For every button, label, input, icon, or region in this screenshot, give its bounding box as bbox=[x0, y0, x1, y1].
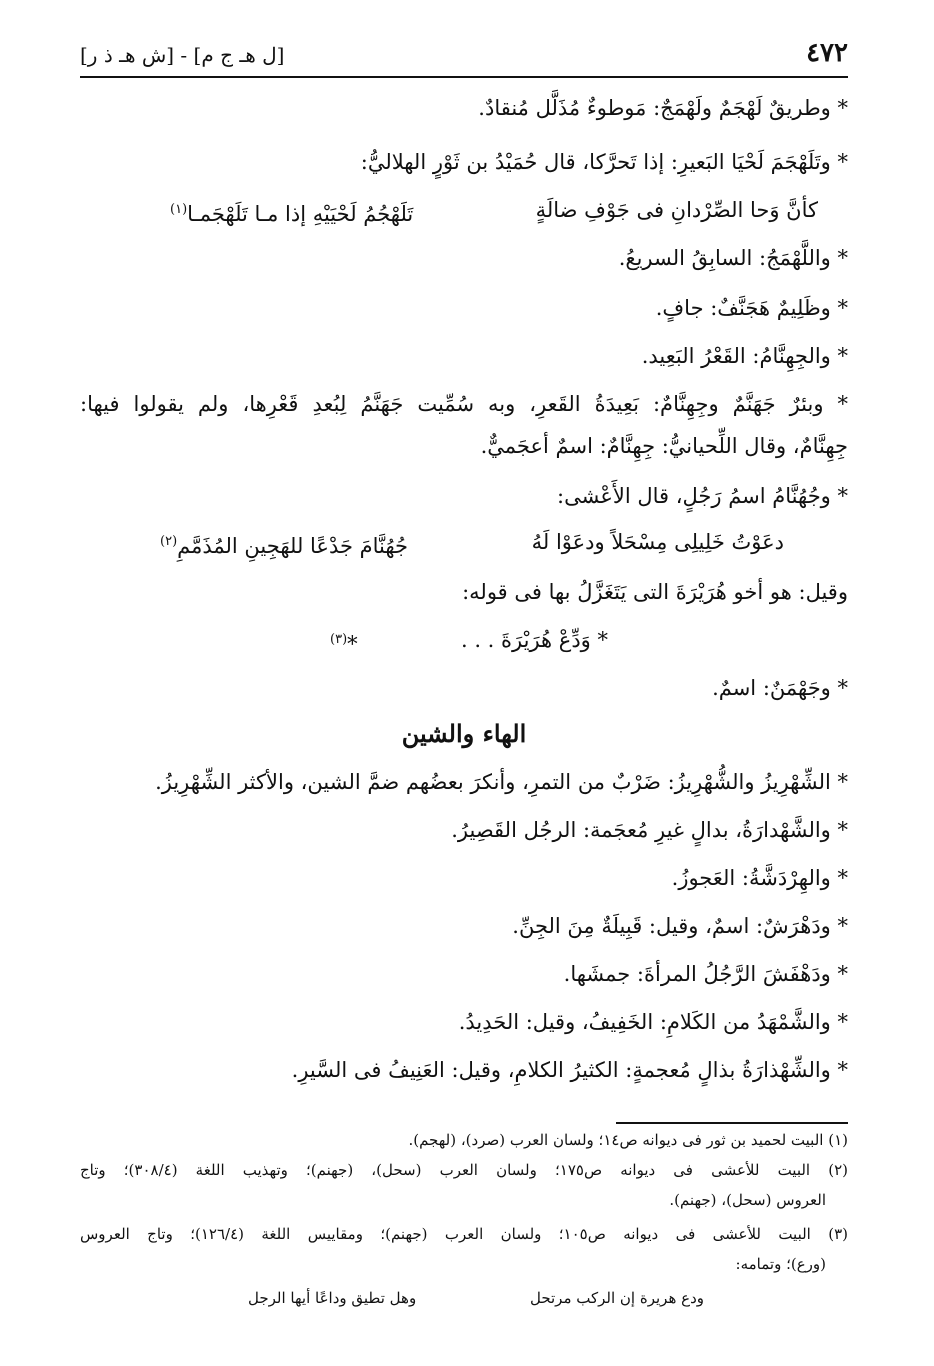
section-entry-line: * ودَهْفَشَ الرَّجُلُ المرأةَ: جمشَها. bbox=[563, 962, 848, 986]
entry-line: * وظَلِيمٌ هَجَنَّفٌ: جافٍ. bbox=[655, 296, 848, 320]
section-entry-line: * والشَّهْدارَةُ، بدالٍ غيرِ مُعجَمة: الرجُل القَصِيرُ. bbox=[451, 818, 848, 842]
root-range: [ل هـ ج م] - [ش هـ ذ ر] bbox=[80, 43, 285, 67]
section-entry-line: * والشَّمْهَدُ من الكَلامِ: الخَفِيفُ، وقيل: الحَدِيدُ. bbox=[458, 1010, 848, 1034]
entry-line: * وبئرٌ جَهَنَّمٌ وجِهِنَّامٌ: بَعِيدَةُ القَعرِ، وبه سُمِّيت جَهَنَّمُ لِبُعدِ قَعْرِها، ولم يقولوا فيها: bbox=[80, 392, 848, 416]
verse-2-second-text: جُهُنَّامَ جَدْعًا للهَجِينِ المُذَمَّمِ bbox=[177, 534, 409, 558]
footnote-separator bbox=[616, 1122, 848, 1124]
verse-1-second-hemistich bbox=[170, 194, 413, 230]
section-entry-line: * الشِّهْرِيزُ والشُّهْرِيزُ: ضَرْبٌ من التمرِ، وأنكرَ بعضُهم ضمَّ الشين، والأكثر الشِّهْرِيزُ. bbox=[155, 770, 848, 794]
verse-1-second-text: تَلَهْجُمُ لَحْيَيْهِ إذا مـا تَلَهْجَمـا bbox=[187, 202, 414, 226]
section-entry-line: * والشِّهْذارَةُ بذالٍ مُعجمةٍ: الكثيرُ الكلامِ، وقيل: العَنِيفُ فى السَّيرِ. bbox=[291, 1058, 848, 1082]
verse-2-second-hemistich bbox=[160, 526, 408, 562]
section-entry-line: * ودَهْرَشٌ: اسمٌ، وقيل: قَبِيلَةٌ مِنَ الجِنِّ. bbox=[512, 914, 848, 938]
page-number: ٤٧٢ bbox=[806, 38, 848, 68]
footnote-3-verse-second: وهل تطيق وداعًا أيها الرجل bbox=[248, 1289, 417, 1307]
verse-3-second-hemistich bbox=[330, 624, 358, 660]
footnote-marker-3: (٣) bbox=[330, 632, 348, 647]
footnote-3-line-1: (٣) البيت للأعشى فى ديوانه ص١٠٥؛ ولسان العرب (جهنم)؛ ومقاييس اللغة (١٢٦/٤)؛ وتاج العروس bbox=[80, 1225, 848, 1243]
section-entry-line: * والهِرْدَشَّةُ: العَجوزُ. bbox=[671, 866, 848, 890]
entry-line: * وجُهُنَّامُ اسمُ رَجُلٍ، قال الأَعْشى: bbox=[557, 484, 848, 508]
footnote-2-line-1: (٢) البيت للأعشى فى ديوانه ص١٧٥؛ ولسان العرب (سحل)، (جهنم)؛ وتهذيب اللغة (٣٠٨/٤)؛ وتاج bbox=[80, 1161, 848, 1179]
section-heading: الهاء والشين bbox=[401, 719, 527, 748]
entry-line: * واللَّهْمَجُ: السابِقُ السريعُ. bbox=[618, 246, 848, 270]
footnote-1: (١) البيت لحميد بن ثور فى ديوانه ص١٤؛ ولسان العرب (صرد)، (لهجم). bbox=[408, 1131, 848, 1149]
verse-3-second-text: * bbox=[347, 632, 358, 656]
page-header bbox=[80, 34, 848, 70]
entry-line: * والجِهِنَّامُ: القَعْرُ البَعِيد. bbox=[641, 344, 848, 368]
entry-line: جِهِنَّامٌ، وقال اللِّحيانيُّ: جِهِنَّامٌ: اسمٌ أعجَميٌّ. bbox=[480, 434, 848, 458]
verse-3-first-hemistich: * وَدِّعْ هُرَيْرَةَ . . . bbox=[460, 628, 608, 652]
entry-line: وقيل: هو أخو هُرَيْرَةَ التى يَتَغَزَّلُ بها فى قوله: bbox=[462, 580, 848, 604]
entry-line: * وجَهْمَنٌ: اسمٌ. bbox=[712, 676, 848, 700]
footnote-3-verse-first: ودع هريرة إن الركب مرتحل bbox=[529, 1289, 704, 1307]
footnote-marker-1: (١) bbox=[170, 202, 188, 217]
footnote-3-line-2: (ورع)؛ وتمامه: bbox=[735, 1255, 826, 1273]
verse-2-first-hemistich: دعَوْتُ خَلِيلِى مِسْحَلاً ودعَوْا لَهُ bbox=[531, 530, 784, 554]
footnote-2-line-2: العروس (سحل)، (جهنم). bbox=[669, 1191, 826, 1209]
entry-line: * وتَلَهْجَمَ لَحْيَا البَعيرِ: إذا تَحرَّكا، قال حُمَيْدُ بن ثَوْرٍ الهلاليُّ: bbox=[360, 150, 848, 174]
entry-line: * وطريقٌ لَهْجَمٌ ولَهْمَجٌ: مَوطوءٌ مُذَلَّل مُنقادٌ. bbox=[478, 96, 848, 120]
verse-1-first-hemistich: كأنَّ وَحا الصِّرْدانِ فى جَوْفِ ضالَةٍ bbox=[535, 198, 818, 222]
footnote-marker-2: (٢) bbox=[160, 534, 178, 549]
header-rule bbox=[80, 76, 848, 78]
